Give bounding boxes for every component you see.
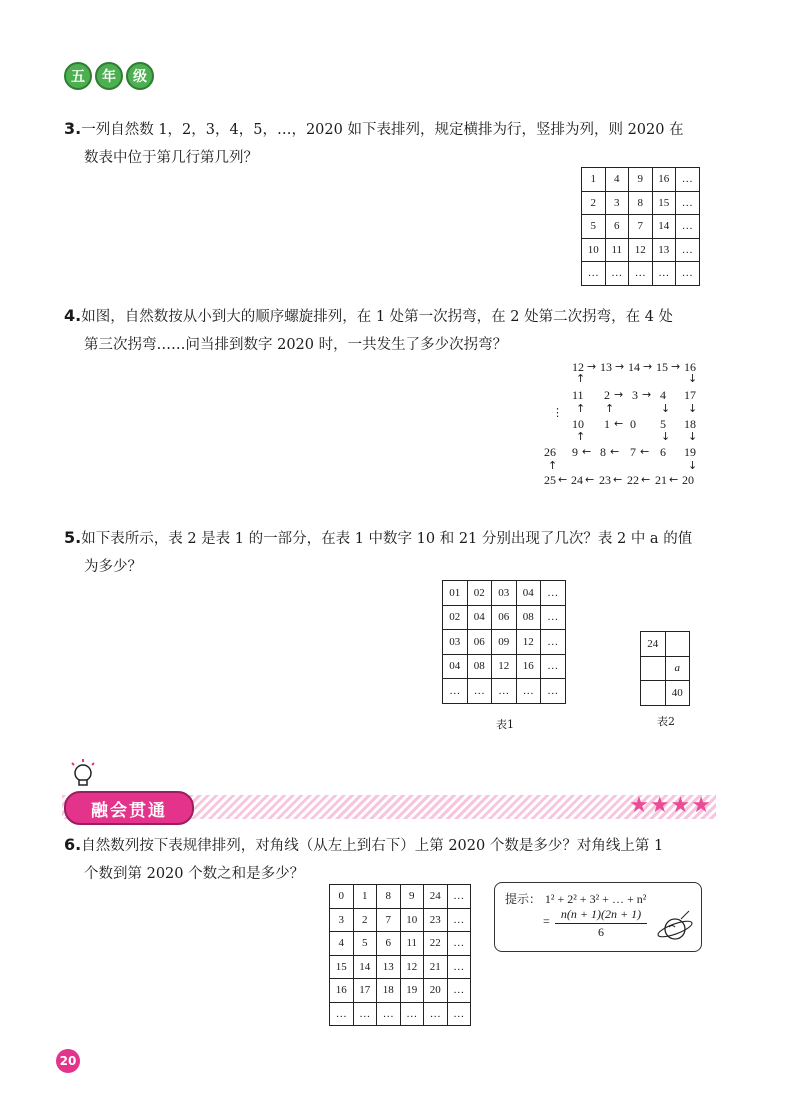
table-row [330, 1002, 471, 1026]
question-number: 3. [64, 119, 82, 138]
table-cell: 09 [492, 630, 517, 655]
table-cell: … [676, 238, 700, 262]
table-cell: … [541, 581, 566, 606]
table-cell: 2 [353, 908, 377, 932]
table-cell: 24 [641, 632, 666, 657]
number-table [329, 884, 471, 1026]
table-cell [665, 632, 690, 657]
hint-numerator: n(n + 1)(2n + 1) [555, 907, 647, 924]
spiral-number: 22 [627, 473, 639, 487]
table-cell: 8 [629, 191, 653, 215]
question-text: 自然数列按下表规律排列，对角线（从左上到右下）上第 2020 个数是多少？对角线上第 1 [81, 838, 664, 854]
question-text: 如下表所示，表 2 是表 1 的一部分，在表 1 中数字 10 和 21 分别出现了几次？表 2 中 a 的值 [81, 531, 693, 547]
right-arrow-icon: → [671, 360, 681, 373]
question-4 [64, 302, 734, 359]
left-arrow-icon: ← [610, 445, 620, 458]
table-row [641, 632, 690, 657]
hint-label: 提示： [505, 892, 542, 906]
left-arrow-icon: ← [585, 473, 595, 486]
left-arrow-icon: ← [641, 473, 651, 486]
table-cell: 03 [492, 581, 517, 606]
table-cell: … [447, 908, 471, 932]
question-6 [64, 831, 734, 888]
table-row [582, 238, 700, 262]
table-cell: 12 [400, 955, 424, 979]
table-cell: 22 [424, 932, 448, 956]
table-cell: 2 [582, 191, 606, 215]
table-cell: 06 [492, 605, 517, 630]
down-arrow-icon: ↓ [688, 430, 698, 443]
table-cell: 6 [605, 215, 629, 239]
table-cell: 1 [582, 168, 606, 192]
spiral-number: 10 [572, 417, 584, 431]
table-cell: 0 [330, 885, 354, 909]
table-cell: 4 [330, 932, 354, 956]
table-cell: … [443, 679, 468, 704]
table-row [443, 679, 566, 704]
table-cell: … [447, 885, 471, 909]
spiral-number: 24 [571, 473, 583, 487]
table-row [443, 654, 566, 679]
table-2-caption: 表2 [657, 715, 675, 728]
grade-char: 级 [126, 62, 154, 90]
up-arrow-icon: ↑ [548, 459, 558, 472]
table-row [443, 605, 566, 630]
table-cell: 16 [652, 168, 676, 192]
question-text: 第三次拐弯……问当排到数字 2020 时，一共发生了多少次拐弯？ [84, 337, 508, 353]
down-arrow-icon: ↓ [688, 459, 698, 472]
table-cell: … [447, 1002, 471, 1026]
spiral-number: 20 [682, 473, 694, 487]
table-cell: 1 [353, 885, 377, 909]
spiral-number: 9 [572, 445, 578, 459]
table-cell: a [665, 656, 690, 681]
table-cell: 5 [353, 932, 377, 956]
spiral-number: 17 [684, 388, 696, 402]
table-cell: … [447, 979, 471, 1003]
table-2 [640, 631, 690, 706]
table-cell: 18 [377, 979, 401, 1003]
table-row [582, 262, 700, 286]
right-arrow-icon: → [615, 360, 625, 373]
spiral-number: 11 [572, 388, 584, 402]
up-arrow-icon: ↑ [605, 402, 615, 415]
table-row [443, 630, 566, 655]
spiral-number: 6 [660, 445, 666, 459]
spiral-number: 13 [600, 360, 612, 374]
spiral-number: 5 [660, 417, 666, 431]
table-cell: 7 [377, 908, 401, 932]
table-cell: 12 [629, 238, 653, 262]
table-cell: 12 [516, 630, 541, 655]
difficulty-stars: ★★★★ [629, 793, 712, 818]
spiral-number: 23 [599, 473, 611, 487]
table-cell: … [424, 1002, 448, 1026]
table-cell: 08 [467, 654, 492, 679]
table-cell: 16 [330, 979, 354, 1003]
hint-denominator: 6 [598, 925, 604, 939]
vertical-dots: ⋮ [552, 406, 563, 419]
table-cell: 7 [629, 215, 653, 239]
table-cell: 01 [443, 581, 468, 606]
question-text: 为多少？ [84, 559, 142, 575]
table-cell: 14 [353, 955, 377, 979]
table-cell: 9 [629, 168, 653, 192]
down-arrow-icon: ↓ [661, 402, 671, 415]
table-cell: 3 [605, 191, 629, 215]
table-row [582, 191, 700, 215]
table-cell: … [541, 679, 566, 704]
table-cell: 14 [652, 215, 676, 239]
table-cell: … [400, 1002, 424, 1026]
table-cell: … [467, 679, 492, 704]
table-cell: … [676, 262, 700, 286]
table-cell [641, 681, 666, 706]
question-text: 个数到第 2020 个数之和是多少？ [84, 866, 305, 882]
table-row [641, 656, 690, 681]
table-1-caption: 表1 [496, 718, 514, 731]
table-cell: … [629, 262, 653, 286]
table-cell: 5 [582, 215, 606, 239]
table-cell: 13 [652, 238, 676, 262]
question-number: 5. [64, 528, 82, 547]
table-cell: 9 [400, 885, 424, 909]
left-arrow-icon: ← [582, 445, 592, 458]
table-cell: 15 [330, 955, 354, 979]
question-text: 如图，自然数按从小到大的顺序螺旋排列，在 1 处第一次拐弯，在 2 处第二次拐弯，在 4 处 [81, 309, 674, 325]
table-cell: 02 [467, 581, 492, 606]
spiral-diagram [538, 356, 708, 492]
table-cell: … [377, 1002, 401, 1026]
table-cell: … [582, 262, 606, 286]
table-cell: 19 [400, 979, 424, 1003]
question-5 [64, 524, 734, 581]
table-cell: … [353, 1002, 377, 1026]
question-3 [64, 115, 734, 172]
hint-formula: 1² + 2² + 3² + … + n² [544, 892, 647, 906]
spiral-number: 25 [544, 473, 556, 487]
spiral-number: 12 [572, 360, 584, 374]
table-cell: 02 [443, 605, 468, 630]
table-cell: … [605, 262, 629, 286]
left-arrow-icon: ← [640, 445, 650, 458]
table-cell: … [541, 605, 566, 630]
table-cell: 03 [443, 630, 468, 655]
table-cell: … [330, 1002, 354, 1026]
table-cell: … [541, 630, 566, 655]
up-arrow-icon: ↑ [576, 402, 586, 415]
question-number: 4. [64, 306, 82, 325]
number-table [581, 167, 700, 286]
table-cell: 15 [652, 191, 676, 215]
table-cell: 08 [516, 605, 541, 630]
table-cell: 10 [582, 238, 606, 262]
hint-box [494, 882, 702, 952]
table-row [330, 908, 471, 932]
table-1 [442, 580, 566, 704]
spiral-number: 14 [628, 360, 640, 374]
table-row [582, 168, 700, 192]
spiral-number: 26 [544, 445, 556, 459]
right-arrow-icon: → [614, 388, 624, 401]
grade-char: 年 [95, 62, 123, 90]
table-cell: … [492, 679, 517, 704]
spiral-number: 15 [656, 360, 668, 374]
spiral-number: 7 [630, 445, 636, 459]
right-arrow-icon: → [642, 388, 652, 401]
table-cell: 04 [467, 605, 492, 630]
left-arrow-icon: ← [669, 473, 679, 486]
table-cell: 17 [353, 979, 377, 1003]
table-cell: 6 [377, 932, 401, 956]
table-cell: 12 [492, 654, 517, 679]
page-number: 20 [56, 1049, 80, 1073]
table-cell: 8 [377, 885, 401, 909]
table-cell: … [541, 654, 566, 679]
table-cell [641, 656, 666, 681]
spiral-number: 8 [600, 445, 606, 459]
section-banner [62, 791, 716, 823]
spiral-number: 3 [632, 388, 638, 402]
left-arrow-icon: ← [558, 473, 568, 486]
table-row [330, 955, 471, 979]
table-cell: 11 [400, 932, 424, 956]
table-cell: … [652, 262, 676, 286]
spiral-number: 19 [684, 445, 696, 459]
table-row [330, 885, 471, 909]
table-row [330, 932, 471, 956]
spiral-number: 0 [630, 417, 636, 431]
down-arrow-icon: ↓ [661, 430, 671, 443]
left-arrow-icon: ← [613, 473, 623, 486]
table-cell: … [516, 679, 541, 704]
table-row [443, 581, 566, 606]
table-cell: … [676, 191, 700, 215]
grade-badge [64, 62, 154, 90]
question-text: 一列自然数 1，2，3，4，5，…，2020 如下表排列，规定横排为行，竖排为列，则 2020 在 [81, 122, 684, 138]
up-arrow-icon: ↑ [576, 430, 586, 443]
left-arrow-icon: ← [614, 417, 624, 430]
grade-char: 五 [64, 62, 92, 90]
table-cell: 11 [605, 238, 629, 262]
table-cell: 06 [467, 630, 492, 655]
spiral-number: 4 [660, 388, 666, 402]
spiral-number: 18 [684, 417, 696, 431]
table-cell: 3 [330, 908, 354, 932]
spiral-number: 16 [684, 360, 696, 374]
table-cell: 40 [665, 681, 690, 706]
table-row [641, 681, 690, 706]
table-cell: … [676, 215, 700, 239]
spiral-number: 21 [655, 473, 667, 487]
table-cell: 24 [424, 885, 448, 909]
table-cell: … [447, 932, 471, 956]
hint-equals: = [543, 914, 550, 928]
table-cell: 13 [377, 955, 401, 979]
question-number: 6. [64, 835, 82, 854]
table-cell: 16 [516, 654, 541, 679]
up-arrow-icon: ↑ [576, 372, 586, 385]
table-cell: 4 [605, 168, 629, 192]
planet-icon [655, 907, 697, 951]
table-cell: … [447, 955, 471, 979]
spiral-number: 2 [604, 388, 610, 402]
table-cell: 04 [443, 654, 468, 679]
table-cell: 10 [400, 908, 424, 932]
section-title: 融会贯通 [64, 791, 194, 825]
table-cell: 04 [516, 581, 541, 606]
right-arrow-icon: → [643, 360, 653, 373]
table-cell: 21 [424, 955, 448, 979]
table-row [582, 215, 700, 239]
down-arrow-icon: ↓ [688, 372, 698, 385]
down-arrow-icon: ↓ [688, 402, 698, 415]
spiral-number: 1 [604, 417, 610, 431]
question-text: 数表中位于第几行第几列？ [84, 150, 258, 166]
table-cell: … [676, 168, 700, 192]
table-cell: 23 [424, 908, 448, 932]
table-cell: 20 [424, 979, 448, 1003]
table-row [330, 979, 471, 1003]
right-arrow-icon: → [587, 360, 597, 373]
